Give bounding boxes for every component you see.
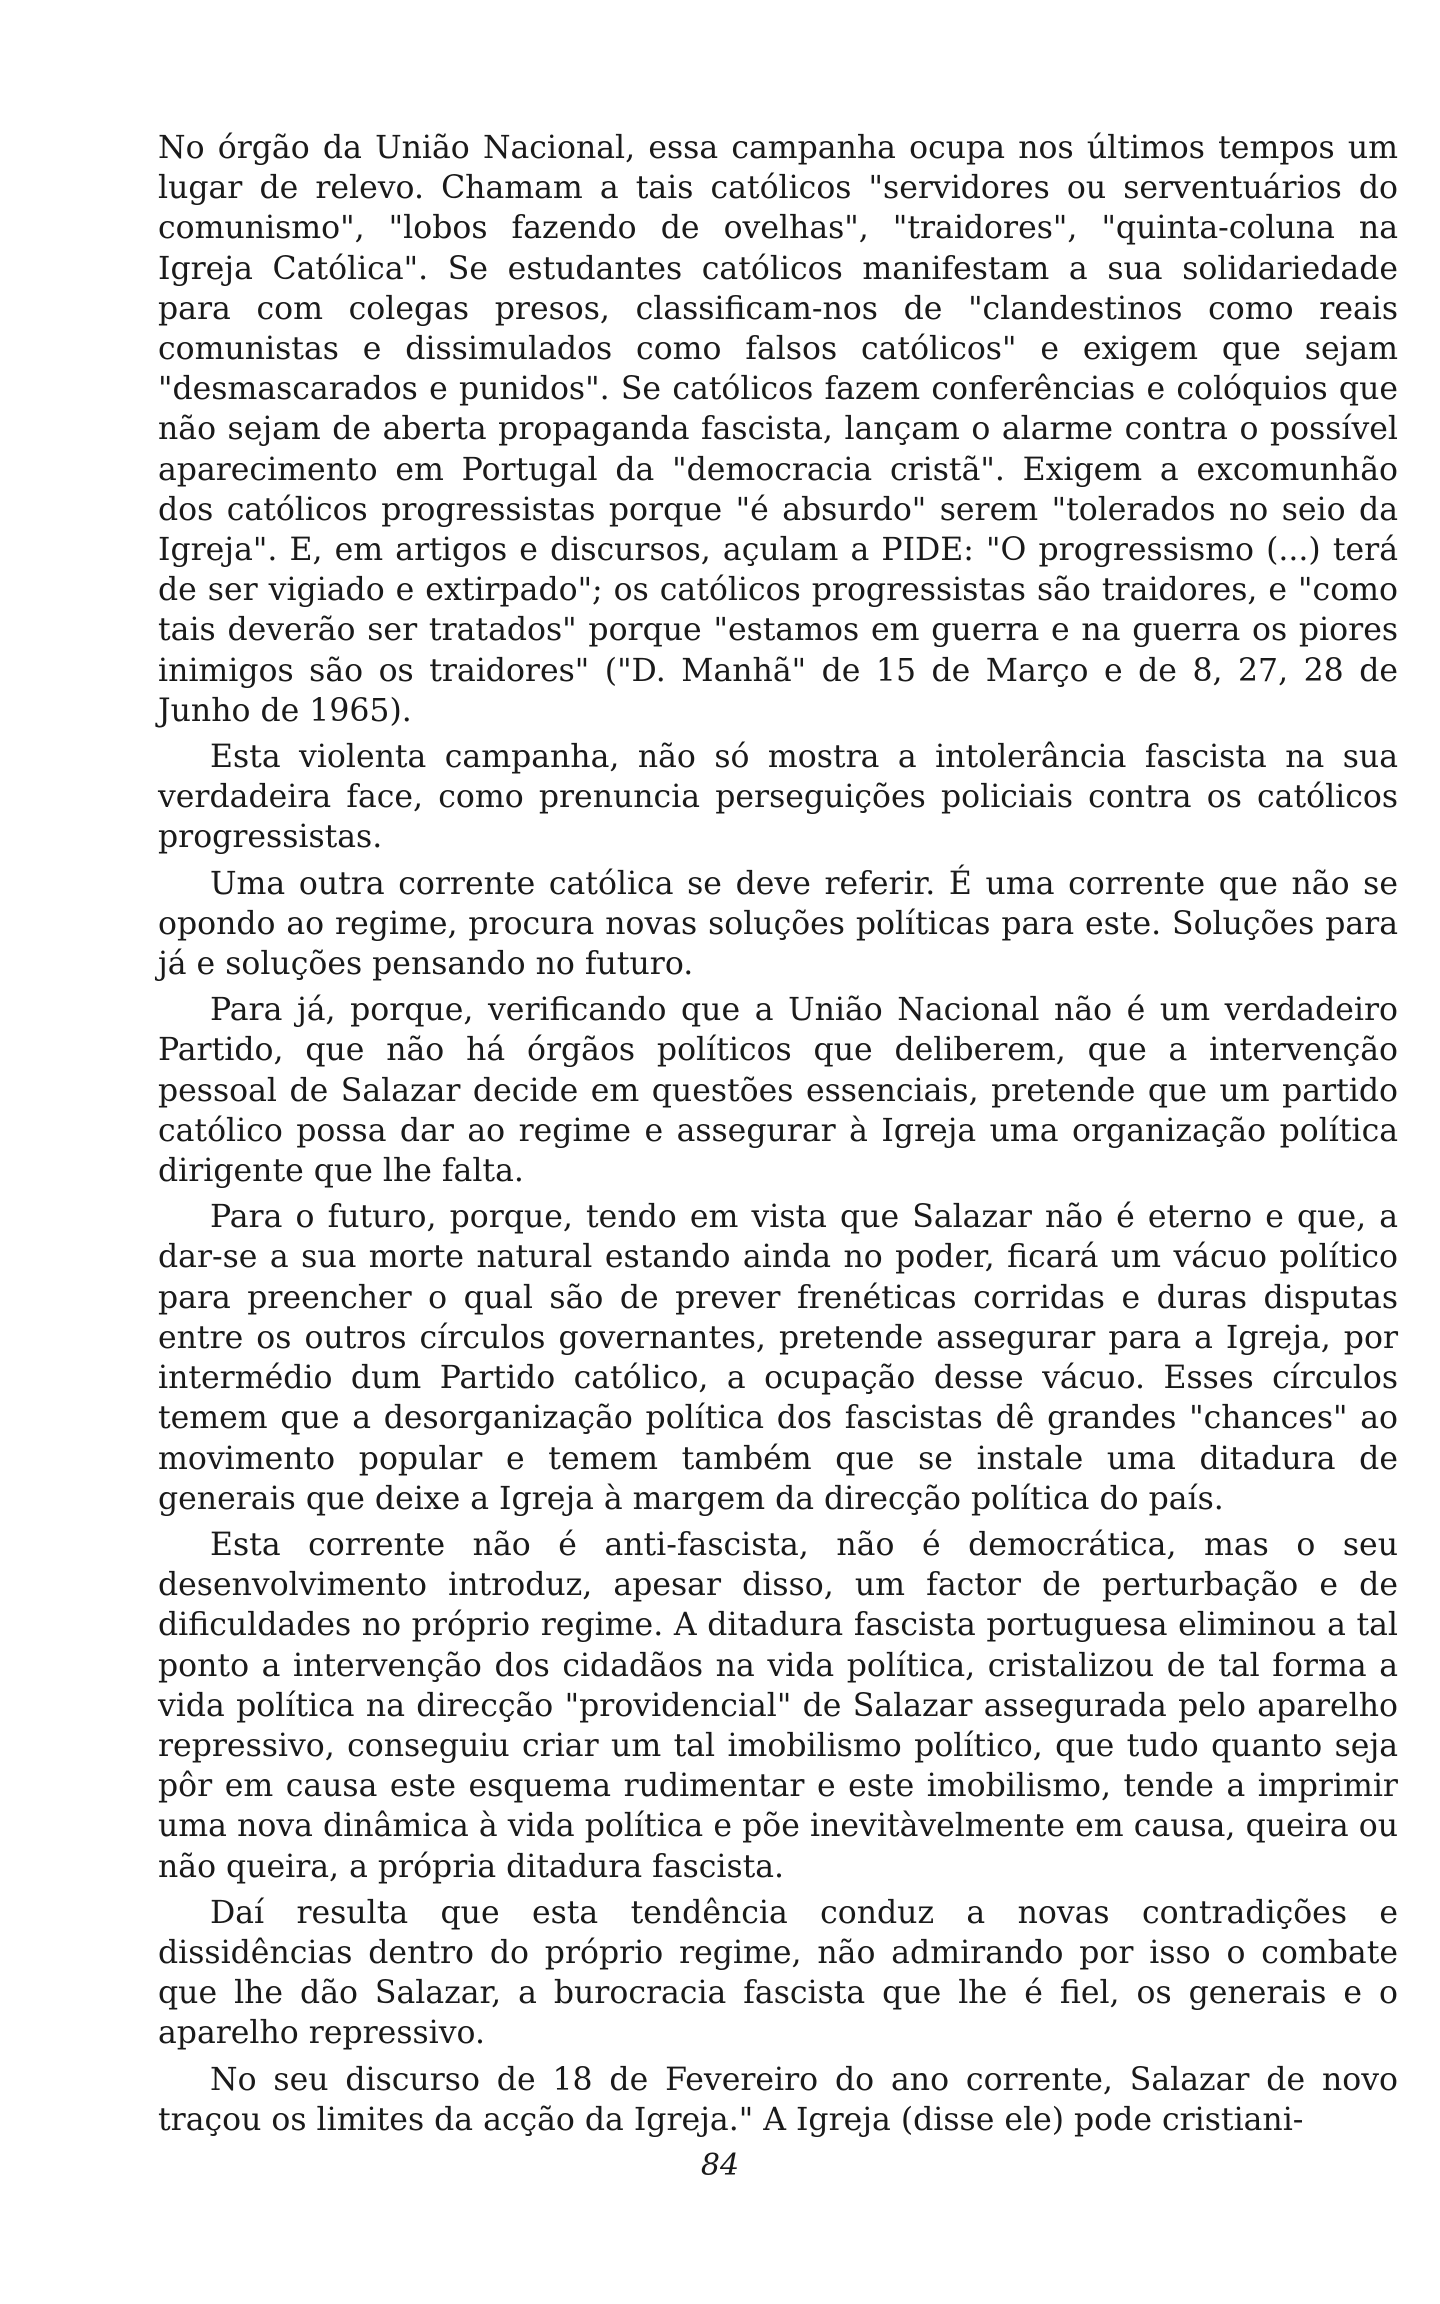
paragraph-1: No órgão da União Nacional, essa campanha ocupa nos últimos tempos um lugar de relevo. Chamam a tais católicos "servidores ou serventuários do comunismo", "lobos fazendo de ovelhas", "traidores", "quinta-coluna na Igreja Católica". Se estudantes católicos manifestam a sua solidariedade para com colegas presos, classificam-nos de "clandestinos como reais comunistas e dissimulados como falsos católicos" e exigem que sejam "desmascarados e punidos". Se católicos fazem conferências e colóquios que não sejam de aberta propaganda fascista, lançam o alarme contra o possível aparecimento em Portugal da "democracia cristã". Exigem a excomunhão dos católicos progressistas porque "é absurdo" serem "tolerados no seio da Igreja". E, em artigos e discursos, açulam a PIDE: "O progressismo (...) terá de ser vigiado e extirpado"; os católicos progressistas são traidores, e "como tais deverão ser tratados" porque "estamos em guerra e na guerra os piores inimigos são os traidores" ("D. Manhã" de 15 de Março e de 8, 27, 28 de Junho de 1965). [158, 130, 1398, 729]
paragraph-4: Para já, porque, verificando que a União Nacional não é um verdadeiro Partido, que não há órgãos políticos que deliberem, que a intervenção pessoal de Salazar decide em questões essenciais, pretende que um partido católico possa dar ao regime e assegurar à Igreja uma organização política dirigente que lhe falta. [158, 992, 1398, 1190]
paragraph-7: Daí resulta que esta tendência conduz a novas contradições e dissidências dentro do próprio regime, não admirando por isso o combate que lhe dão Salazar, a burocracia fascista que lhe é fiel, os generais e o aparelho repressivo. [158, 1894, 1398, 2052]
page-number: 84 [700, 2148, 740, 2183]
paragraph-2: Esta violenta campanha, não só mostra a intolerância fascista na sua verdadeira face, como prenuncia perseguições policiais contra os católicos progressistas. [158, 739, 1398, 856]
paragraph-8: No seu discurso de 18 de Fevereiro do ano corrente, Salazar de novo traçou os limites da acção da Igreja." A Igreja (disse ele) pode cristiani- [158, 2061, 1398, 2138]
document-page [158, 128, 1398, 2140]
paragraph-6: Esta corrente não é anti-fascista, não é democrática, mas o seu desenvolvimento introduz, apesar disso, um factor de perturbação e de dificuldades no próprio regime. A ditadura fascista portuguesa eliminou a tal ponto a intervenção dos cidadãos na vida política, cristalizou de tal forma a vida política na direcção "providencial" de Salazar assegurada pelo aparelho repressivo, conseguiu criar um tal imobilismo político, que tudo quanto seja pôr em causa este esquema rudimentar e este imobilismo, tende a imprimir uma nova dinâmica à vida política e põe inevitàvelmente em causa, queira ou não queira, a própria ditadura fascista. [158, 1526, 1398, 1885]
paragraph-5: Para o futuro, porque, tendo em vista que Salazar não é eterno e que, a dar-se a sua morte natural estando ainda no poder, ficará um vácuo político para preencher o qual são de prever frenéticas corridas e duras disputas entre os outros círculos governantes, pretende assegurar para a Igreja, por intermédio dum Partido católico, a ocupação desse vácuo. Esses círculos temem que a desorganização política dos fascistas dê grandes "chances" ao movimento popular e temem também que se instale uma ditadura de generais que deixe a Igreja à margem da direcção política do país. [158, 1199, 1398, 1517]
paragraph-3: Uma outra corrente católica se deve referir. É uma corrente que não se opondo ao regime, procura novas soluções políticas para este. Soluções para já e soluções pensando no futuro. [158, 865, 1398, 983]
